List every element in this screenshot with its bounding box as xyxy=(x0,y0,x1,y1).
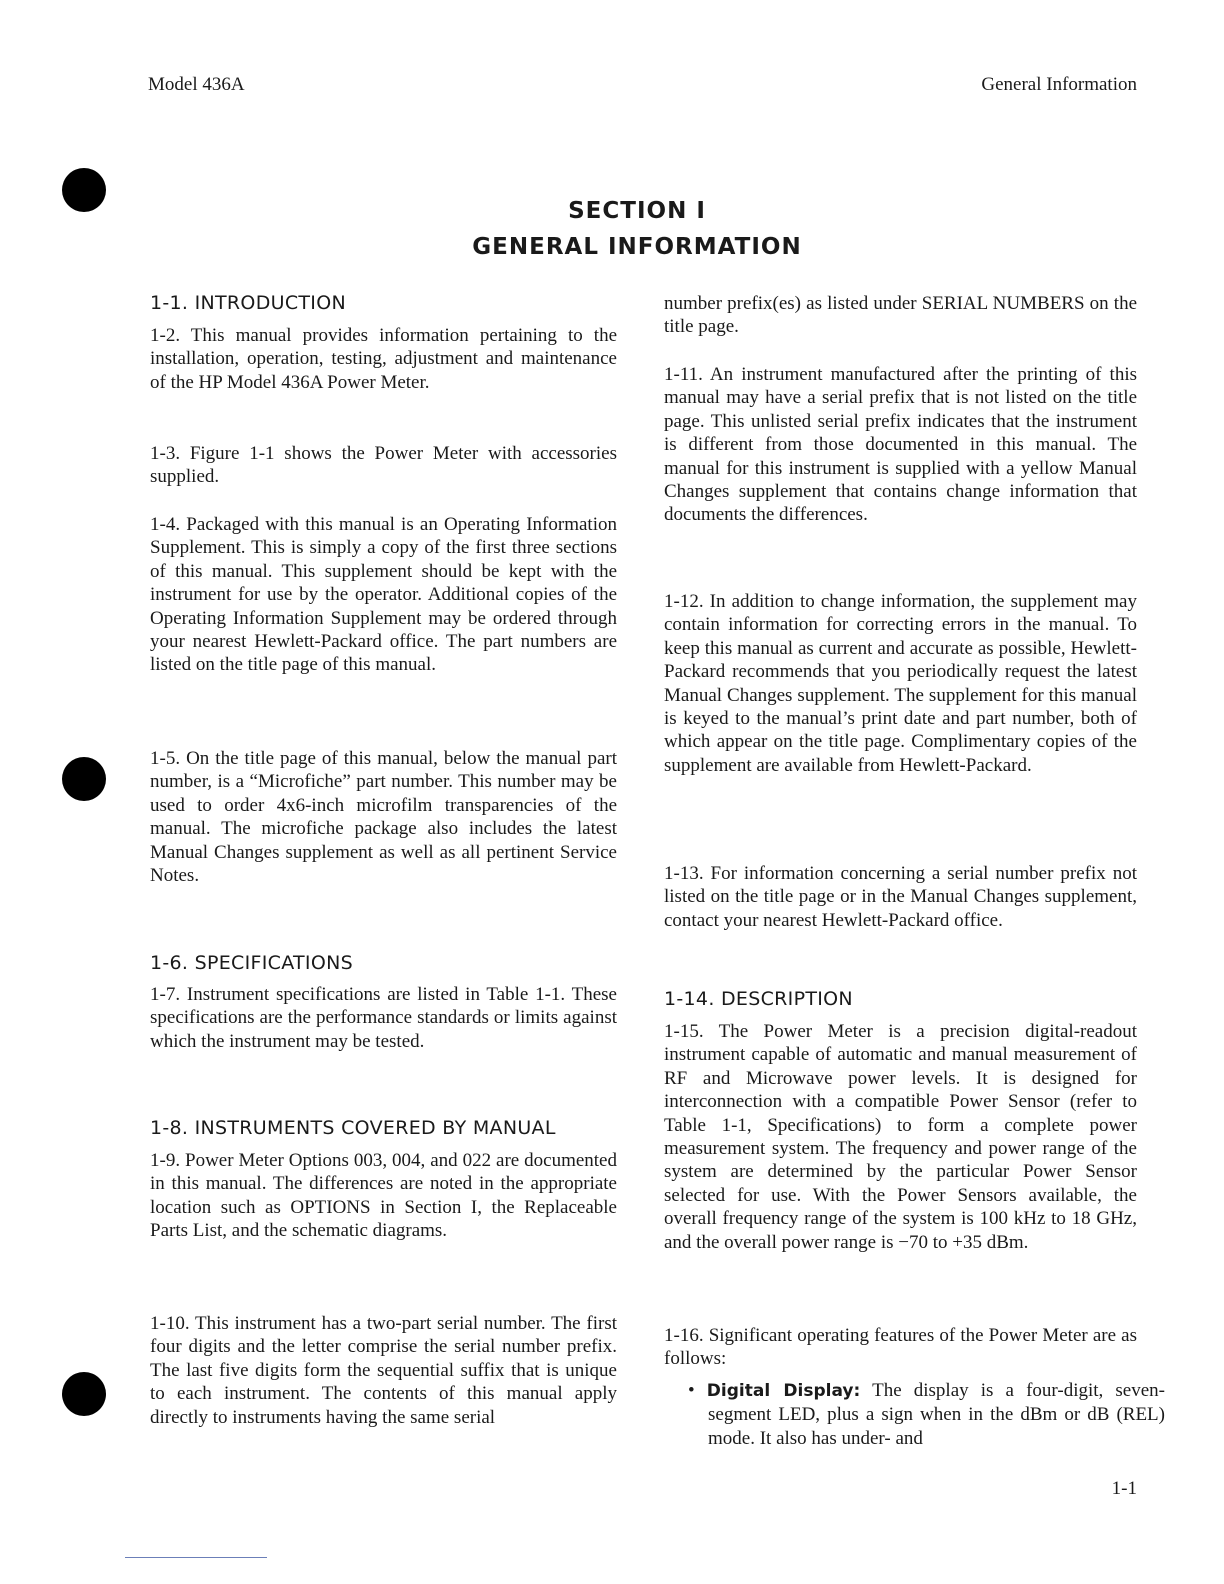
bullet-icon: • xyxy=(688,1380,707,1401)
punch-hole xyxy=(62,1372,106,1416)
footer-rule xyxy=(125,1557,267,1558)
paragraph-1-3: 1-3. Figure 1-1 shows the Power Meter with accessories supplied. xyxy=(150,443,617,488)
bullet-label: Digital Display: xyxy=(706,1381,861,1401)
heading-description: 1-14. DESCRIPTION xyxy=(664,988,853,1010)
paragraph-1-16: 1-16. Significant operating features of the Power Meter are as follows: xyxy=(664,1325,1137,1370)
paragraph-1-9: 1-9. Power Meter Options 003, 004, and 022 are documented in this manual. The differences are noted in the appropriate location such as OPTIONS in Section I, the Replaceable Parts List, and the schematic diagrams. xyxy=(150,1150,617,1242)
paragraph-1-5: 1-5. On the title page of this manual, below the manual part number, is a “Microfiche” part number. This number may be used to order 4x6-inch microfilm transparencies of the manual. The microfiche package also includes the latest Manual Changes supplement as well as all pertinent Service Notes. xyxy=(150,748,617,887)
paragraph-1-2: 1-2. This manual provides information pertaining to the installation, operation, testing, adjustment and maintenance of the HP Model 436A Power Meter. xyxy=(150,325,617,393)
page-number: 1-1 xyxy=(1111,1478,1137,1499)
header-model: Model 436A xyxy=(148,74,245,95)
section-title: GENERAL INFORMATION xyxy=(472,234,802,260)
paragraph-1-15: 1-15. The Power Meter is a precision digital-readout instrument capable of automatic and manual measurement of RF and Microwave power levels. It is designed for interconnection with a compatible Power Sensor (refer to Table 1-1, Specifications) to form a complete power measurement system. The frequency and power range of the system are determined by the particular Power Sensor selected for use. With the Power Sensors available, the overall frequency range of the system is 100 kHz to 18 GHz, and the overall power range is −70 to +35 dBm. xyxy=(664,1021,1137,1253)
paragraph-1-10: 1-10. This instrument has a two-part serial number. The first four digits and the letter comprise the serial number prefix. The last five digits form the sequential suffix that is unique to each instrument. The contents of this manual apply directly to instruments having the same serial xyxy=(150,1313,617,1428)
heading-introduction: 1-1. INTRODUCTION xyxy=(150,292,346,314)
paragraph-1-4: 1-4. Packaged with this manual is an Operating Information Supplement. This is simply a copy of the first three sections of this manual. This supplement should be kept with the instrument for use by the operator. Additional copies of the Operating Information Supplement may be ordered through your nearest Hewlett-Packard office. The part numbers are listed on the title page of this manual. xyxy=(150,514,617,676)
bullet-digital-display xyxy=(680,1379,1165,1450)
paragraph-1-11: 1-11. An instrument manufactured after the printing of this manual may have a serial prefix that is not listed on the title page. This unlisted serial prefix indicates that the instrument is different from those documented in this manual. The manual for this instrument is supplied with a yellow Manual Changes supplement that contains change information that documents the differences. xyxy=(664,364,1137,526)
heading-specifications: 1-6. SPECIFICATIONS xyxy=(150,952,353,974)
paragraph-1-7: 1-7. Instrument specifications are listed in Table 1-1. These specifications are the performance standards or limits against which the instrument may be tested. xyxy=(150,984,617,1052)
section-number: SECTION I xyxy=(568,198,706,224)
paragraph-1-12: 1-12. In addition to change information, the supplement may contain information for correcting errors in the manual. To keep this manual as current and accurate as possible, Hewlett-Packard recommends that you periodically request the latest Manual Changes supplement. The supplement for this manual is keyed to the manual’s print date and part number, both of which appear on the title page. Complimentary copies of the supplement are available from Hewlett-Packard. xyxy=(664,591,1137,776)
paragraph-1-10-continued: number prefix(es) as listed under SERIAL NUMBERS on the title page. xyxy=(664,293,1137,338)
paragraph-1-13: 1-13. For information concerning a serial number prefix not listed on the title page or in the Manual Changes supplement, contact your nearest Hewlett-Packard office. xyxy=(664,863,1137,931)
header-section: General Information xyxy=(981,74,1137,95)
heading-instruments-covered: 1-8. INSTRUMENTS COVERED BY MANUAL xyxy=(150,1117,556,1139)
bullet-text: The display is a four-digit, seven-segment LED, plus a sign when in the dBm or dB (REL) mode. It also has under- and xyxy=(708,1380,1165,1449)
punch-hole xyxy=(62,757,106,801)
